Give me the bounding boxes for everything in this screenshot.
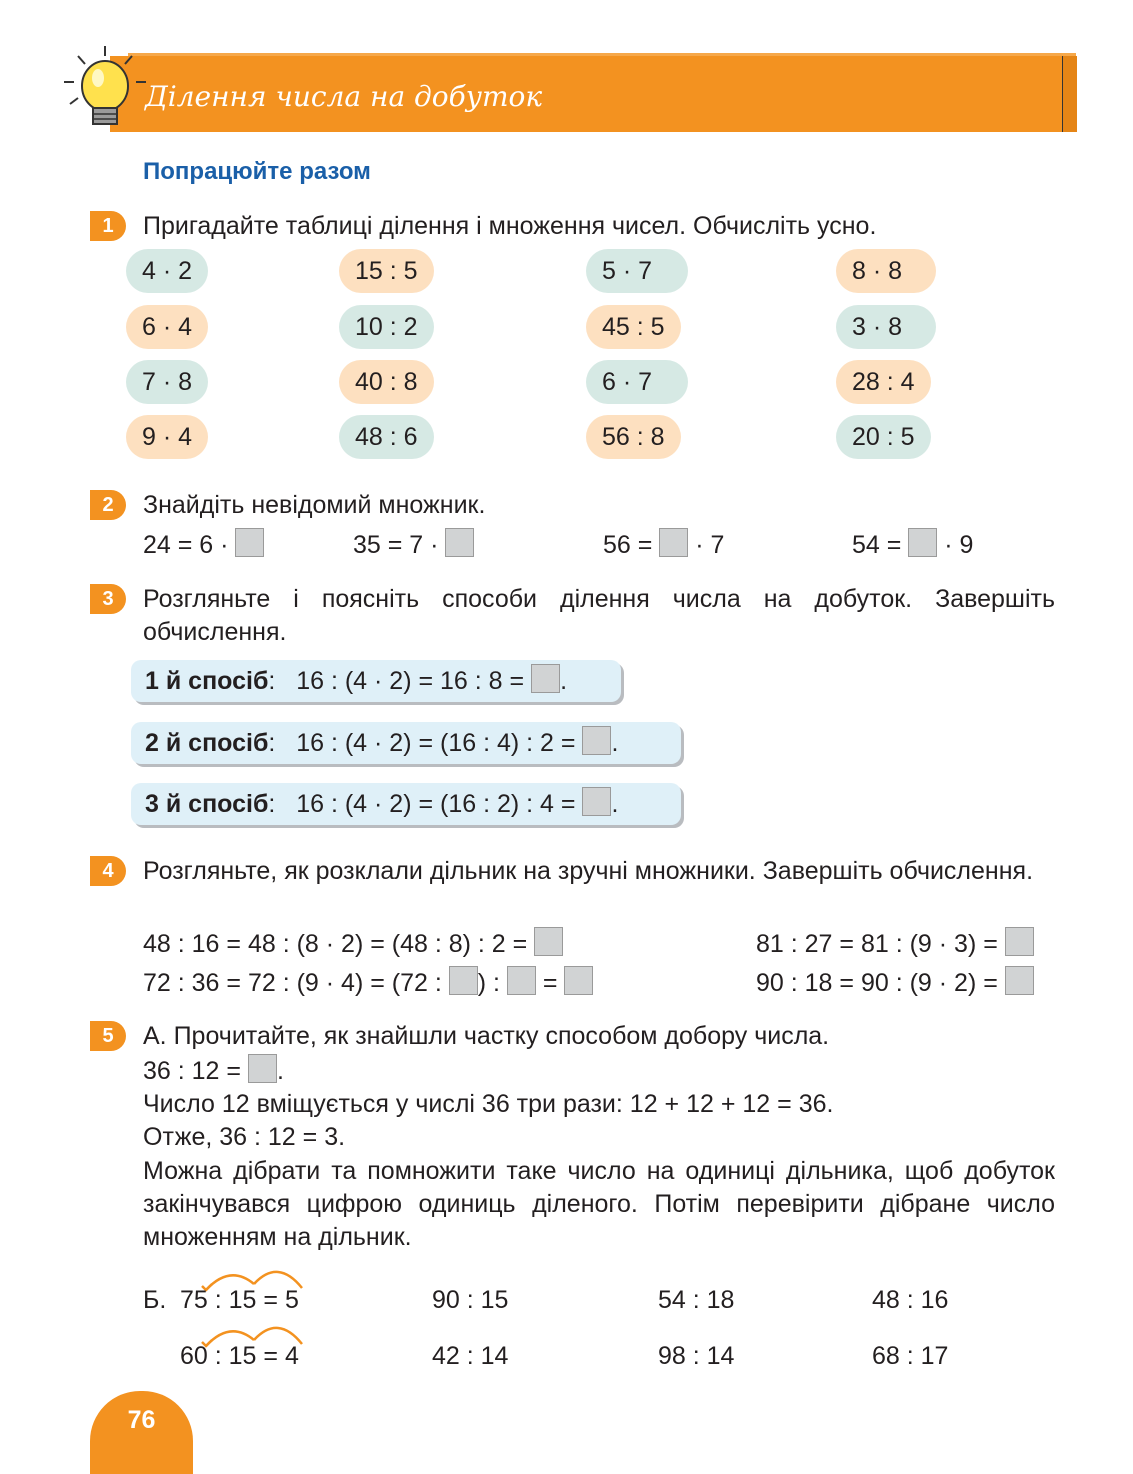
page-number: 76 <box>127 1406 156 1434</box>
part-b-label: Б. <box>143 1286 167 1314</box>
expression-chip: 20 : 5 <box>836 415 931 459</box>
section-subheading: Попрацюйте разом <box>143 158 371 185</box>
expression-chip: 45 : 5 <box>586 305 681 349</box>
expression-chip: 8 · 8 <box>836 249 936 293</box>
expression-chip: 4 · 2 <box>126 249 208 293</box>
expression-chip: 3 · 8 <box>836 305 936 349</box>
answer-box[interactable] <box>507 966 536 995</box>
answer-box[interactable] <box>534 927 563 956</box>
answer-box[interactable] <box>248 1054 277 1083</box>
expression: 98 : 14 <box>658 1342 735 1370</box>
task-number-2: 2 <box>90 490 126 520</box>
expression-chip: 28 : 4 <box>836 360 931 404</box>
expression: 75 : 15 = 5 <box>180 1286 299 1314</box>
expression-chip: 6 · 4 <box>126 305 208 349</box>
method-1-box: 1 й спосіб: 16 : (4 · 2) = 16 : 8 = . <box>131 660 621 702</box>
answer-box[interactable] <box>582 726 611 755</box>
equation: 48 : 16 = 48 : (8 · 2) = (48 : 8) : 2 = <box>143 927 563 960</box>
equation: 56 = · 7 <box>603 528 724 561</box>
task-number-3: 3 <box>90 584 126 614</box>
answer-box[interactable] <box>659 528 688 557</box>
answer-box[interactable] <box>1005 927 1034 956</box>
answer-box[interactable] <box>445 528 474 557</box>
expression-chip: 7 · 8 <box>126 360 208 404</box>
answer-box[interactable] <box>582 787 611 816</box>
expression-chip: 48 : 6 <box>339 415 434 459</box>
equation: 81 : 27 = 81 : (9 · 3) = <box>756 927 1034 960</box>
answer-box[interactable] <box>908 528 937 557</box>
answer-box[interactable] <box>1005 966 1034 995</box>
task-2-instruction: Знайдіть невідомий множник. <box>143 491 486 519</box>
explanation-line: Число 12 вміщується у числі 36 три рази: 12 + 12 + 12 = 36. <box>143 1090 834 1118</box>
page-title: Ділення числа на добуток <box>145 80 543 113</box>
task-1-instruction: Пригадайте таблиці ділення і множення чисел. Обчисліть усно. <box>143 212 877 240</box>
expression: 54 : 18 <box>658 1286 735 1314</box>
task-4-instruction: Розгляньте, як розклали дільник на зручні множники. Завершіть обчислення. <box>143 857 1034 885</box>
answer-box[interactable] <box>531 664 560 693</box>
explanation-paragraph: Можна дібрати та помножити таке число на одиниці дільника, щоб добуток закінчувався цифрою одиниць діленого. Потім перевірити дібране число множенням на дільник. <box>143 1157 1055 1251</box>
expression: 68 : 17 <box>872 1342 949 1370</box>
expression-chip: 6 · 7 <box>586 360 688 404</box>
method-2-box: 2 й спосіб: 16 : (4 · 2) = (16 : 4) : 2 = . <box>131 722 681 764</box>
expression-chip: 56 : 8 <box>586 415 681 459</box>
expression: 90 : 15 <box>432 1286 509 1314</box>
expression-chip: 10 : 2 <box>339 305 434 349</box>
task-3-instruction: Розгляньте і поясніть способи ділення числа на добуток. Завершіть обчислення. <box>143 585 1055 646</box>
equation: 72 : 36 = 72 : (9 · 4) = (72 : ) : = <box>143 966 593 999</box>
answer-box[interactable] <box>564 966 593 995</box>
expression-chip: 9 · 4 <box>126 415 208 459</box>
equation: 35 = 7 · <box>353 528 474 561</box>
task-5a-instruction: А. Прочитайте, як знайшли частку способом добору числа. <box>143 1022 830 1050</box>
method-3-box: 3 й спосіб: 16 : (4 · 2) = (16 : 2) : 4 = . <box>131 783 681 825</box>
task-number-4: 4 <box>90 856 126 886</box>
equation: 36 : 12 = . <box>143 1054 284 1087</box>
expression: 48 : 16 <box>872 1286 949 1314</box>
equation: 54 = · 9 <box>852 528 973 561</box>
answer-box[interactable] <box>235 528 264 557</box>
equation: 90 : 18 = 90 : (9 · 2) = <box>756 966 1034 999</box>
expression: 42 : 14 <box>432 1342 509 1370</box>
expression-chip: 15 : 5 <box>339 249 434 293</box>
expression-chip: 40 : 8 <box>339 360 434 404</box>
equation: 24 = 6 · <box>143 528 264 561</box>
explanation-line: Отже, 36 : 12 = 3. <box>143 1123 346 1151</box>
header-banner-end <box>1062 56 1077 132</box>
answer-box[interactable] <box>449 966 478 995</box>
expression: 60 : 15 = 4 <box>180 1342 299 1370</box>
task-number-1: 1 <box>90 211 126 241</box>
task-number-5: 5 <box>90 1021 126 1051</box>
lightbulb-icon <box>60 42 150 137</box>
expression-chip: 5 · 7 <box>586 249 688 293</box>
